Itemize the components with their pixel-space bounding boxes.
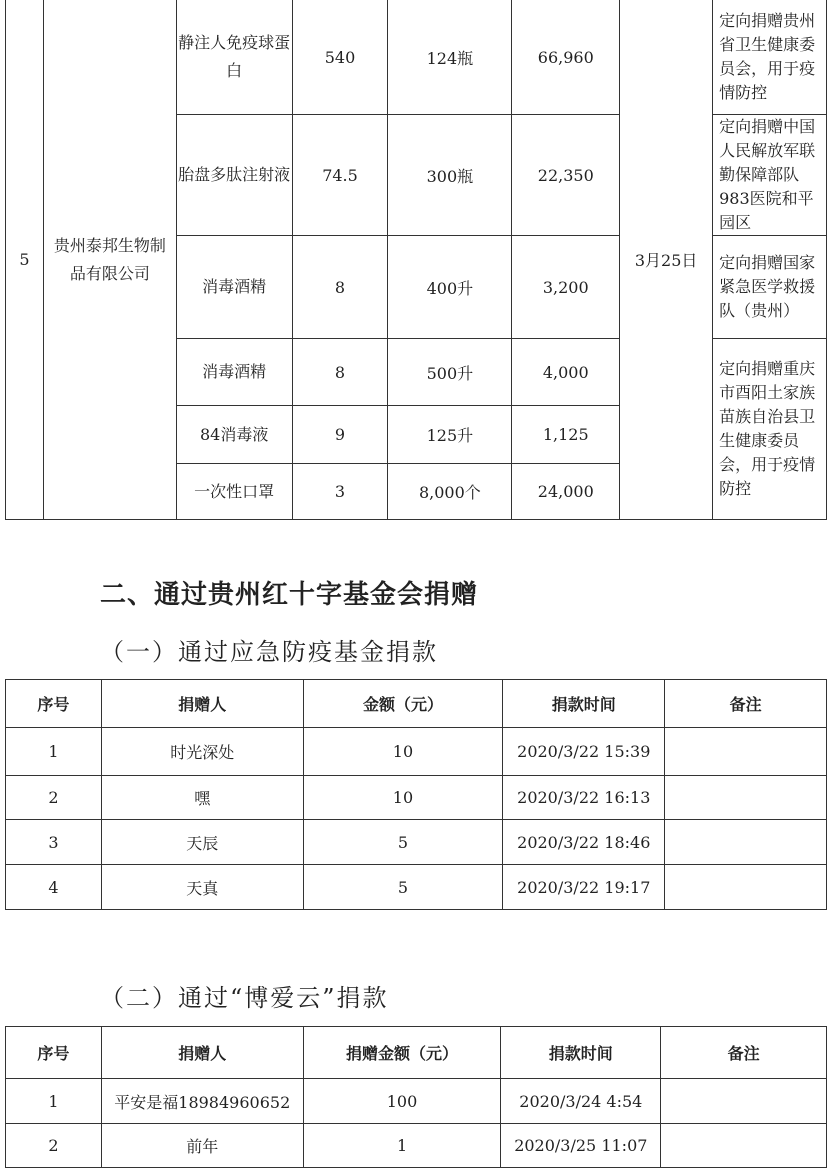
- header-note: 备注: [665, 680, 827, 728]
- header-donor: 捐赠人: [101, 1027, 303, 1079]
- seq-cell: 4: [6, 865, 102, 910]
- price-cell: 74.5: [292, 115, 388, 236]
- donation-goods-table: [5, 0, 827, 520]
- price-cell: 8: [292, 339, 388, 406]
- header-seq: 序号: [6, 1027, 102, 1079]
- table-row: [6, 865, 827, 910]
- amount-cell: 10: [303, 776, 503, 820]
- note-cell: [661, 1124, 827, 1168]
- amount-cell: 22,350: [512, 115, 620, 236]
- time-cell: 2020/3/22 16:13: [503, 776, 665, 820]
- time-cell: 2020/3/24 4:54: [501, 1079, 661, 1124]
- qty-cell: 125升: [388, 406, 512, 464]
- qty-cell: 124瓶: [388, 0, 512, 115]
- note-cell: 定向捐赠重庆市酉阳土家族苗族自治县卫生健康委员会，用于疫情防控: [713, 339, 827, 520]
- note-cell: [661, 1079, 827, 1124]
- seq-cell: 5: [6, 0, 44, 520]
- amount-cell: 66,960: [512, 0, 620, 115]
- note-cell: 定向捐赠国家紧急医学救援队（贵州）: [713, 236, 827, 339]
- donor-cell: 前年: [101, 1124, 303, 1168]
- note-cell: [665, 776, 827, 820]
- donor-cell: 平安是福18984960652: [101, 1079, 303, 1124]
- fund-donation-table: [5, 679, 827, 910]
- amount-cell: 3,200: [512, 236, 620, 339]
- item-cell: 消毒酒精: [176, 339, 292, 406]
- donor-cell: 贵州泰邦生物制品有限公司: [43, 0, 176, 520]
- table-row: [6, 0, 827, 115]
- seq-cell: 1: [6, 1079, 102, 1124]
- table-row: [6, 1079, 827, 1124]
- note-cell: [665, 865, 827, 910]
- table-row: [6, 728, 827, 776]
- header-donor: 捐赠人: [101, 680, 303, 728]
- qty-cell: 300瓶: [388, 115, 512, 236]
- section-heading: 二、通过贵州红十字基金会捐赠: [100, 580, 479, 610]
- seq-cell: 1: [6, 728, 102, 776]
- note-cell: 定向捐赠贵州省卫生健康委员会，用于疫情防控: [713, 0, 827, 115]
- donor-cell: 嘿: [101, 776, 303, 820]
- note-cell: [665, 820, 827, 865]
- price-cell: 3: [292, 464, 388, 520]
- subsection-heading-1: （一）通过应急防疫基金捐款: [100, 638, 438, 666]
- header-seq: 序号: [6, 680, 102, 728]
- qty-cell: 500升: [388, 339, 512, 406]
- time-cell: 2020/3/22 15:39: [503, 728, 665, 776]
- header-note: 备注: [661, 1027, 827, 1079]
- header-amount: 金额（元）: [303, 680, 503, 728]
- seq-cell: 2: [6, 776, 102, 820]
- donor-cell: 天真: [101, 865, 303, 910]
- donor-cell: 时光深处: [101, 728, 303, 776]
- item-cell: 消毒酒精: [176, 236, 292, 339]
- table-row: [6, 820, 827, 865]
- qty-cell: 400升: [388, 236, 512, 339]
- boaiyun-donation-table: [5, 1026, 827, 1168]
- amount-cell: 4,000: [512, 339, 620, 406]
- amount-cell: 100: [303, 1079, 501, 1124]
- table-row: [6, 776, 827, 820]
- time-cell: 2020/3/22 19:17: [503, 865, 665, 910]
- header-amount: 捐赠金额（元）: [303, 1027, 501, 1079]
- amount-cell: 1,125: [512, 406, 620, 464]
- subsection-heading-2: （二）通过“博爱云”捐款: [100, 984, 389, 1012]
- donor-cell: 天辰: [101, 820, 303, 865]
- item-cell: 一次性口罩: [176, 464, 292, 520]
- amount-cell: 5: [303, 820, 503, 865]
- date-cell: 3月25日: [620, 0, 713, 520]
- seq-cell: 2: [6, 1124, 102, 1168]
- qty-cell: 8,000个: [388, 464, 512, 520]
- header-time: 捐款时间: [503, 680, 665, 728]
- header-row: [6, 1027, 827, 1079]
- table-row: [6, 1124, 827, 1168]
- item-cell: 静注人免疫球蛋白: [176, 0, 292, 115]
- amount-cell: 1: [303, 1124, 501, 1168]
- header-time: 捐款时间: [501, 1027, 661, 1079]
- price-cell: 540: [292, 0, 388, 115]
- item-cell: 胎盘多肽注射液: [176, 115, 292, 236]
- amount-cell: 5: [303, 865, 503, 910]
- time-cell: 2020/3/22 18:46: [503, 820, 665, 865]
- note-cell: 定向捐赠中国人民解放军联勤保障部队983医院和平园区: [713, 115, 827, 236]
- price-cell: 9: [292, 406, 388, 464]
- amount-cell: 10: [303, 728, 503, 776]
- price-cell: 8: [292, 236, 388, 339]
- amount-cell: 24,000: [512, 464, 620, 520]
- note-cell: [665, 728, 827, 776]
- header-row: [6, 680, 827, 728]
- seq-cell: 3: [6, 820, 102, 865]
- time-cell: 2020/3/25 11:07: [501, 1124, 661, 1168]
- item-cell: 84消毒液: [176, 406, 292, 464]
